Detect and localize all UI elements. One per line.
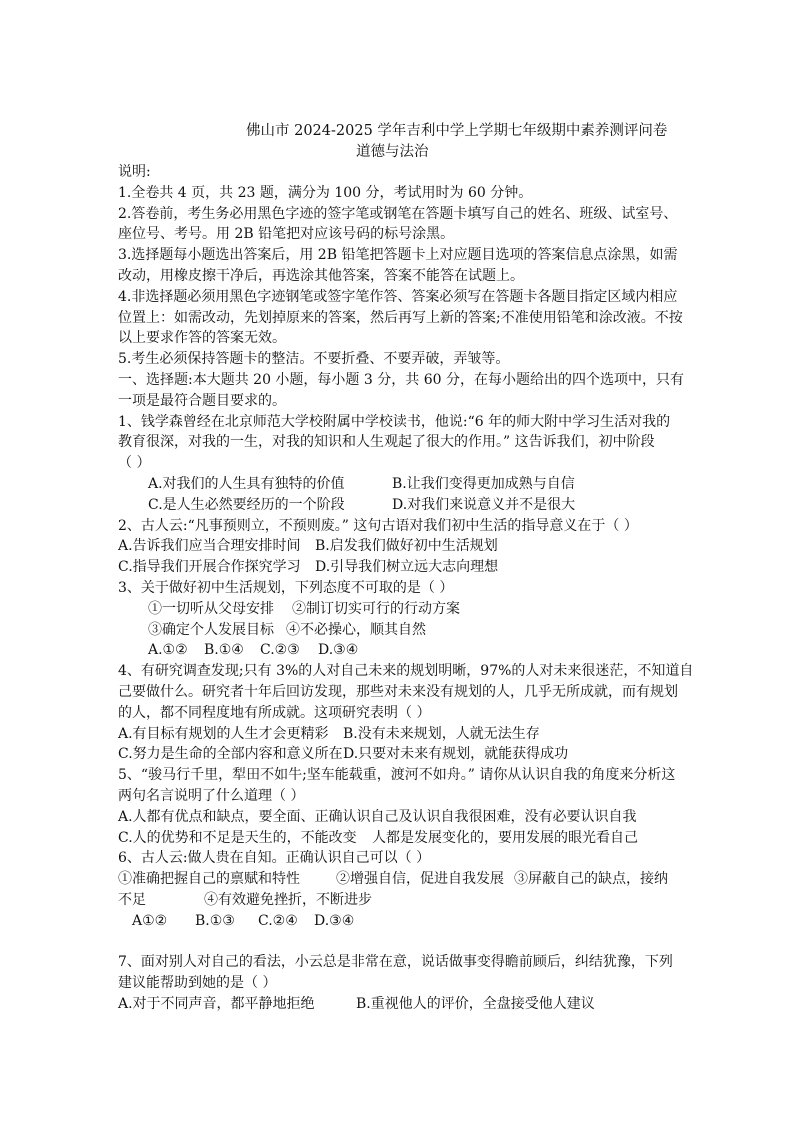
- question-4-stem: 4、有研究调查发现;只有 3%的人对自己未来的规划明晰，97%的人对未来很迷茫，不知道自: [118, 663, 694, 680]
- question-5-stem: 5、“骏马行千里，犁田不如牛;坚车能载重，渡河不如舟。” 请你从认识自我的角度来分析这: [118, 767, 676, 784]
- question-3-options-row: [118, 640, 680, 661]
- question-7-stem: 7、面对别人对自己的看法，小云总是非常在意，说话做事变得瞻前顾后，纠结犹豫，下列: [118, 954, 673, 971]
- item-3-continued: 不足: [118, 891, 146, 908]
- exam-body: [118, 162, 694, 1015]
- question-2-options-row: [118, 557, 680, 578]
- instruction-line: 3.选择题每小题选出答案后，用 2B 铅笔把答题卡上对应题目选项的答案信息点涂黑，如需: [118, 247, 678, 264]
- question-1-stem: （ ）: [118, 455, 151, 472]
- instruction-line: 2.答卷前，考生务必用黑色字迹的签字笔或钢笔在答题卡填写自己的姓名、班级、试室号、: [118, 205, 678, 222]
- question-6-options-row: [118, 911, 680, 932]
- option-a: A①②: [132, 912, 168, 929]
- question-1-stem: 教育很深，对我的一生，对我的知识和人生观起了很大的作用。” 这告诉我们，初中阶段: [118, 434, 655, 451]
- question-6-stem: 6、古人云:做人贵在自知。正确认识自己可以（ ）: [118, 850, 431, 867]
- option-b: B.重视他人的评价，全盘接受他人建议: [356, 995, 595, 1012]
- spacer: [118, 931, 680, 952]
- option-d: D.只要对未来有规划，就能获得成功: [343, 746, 569, 763]
- question-3-items-row: [118, 620, 680, 641]
- instructions-heading: 说明:: [118, 164, 151, 180]
- option-b: B.让我们变得更加成熟与自信: [392, 475, 575, 492]
- option-a: A.告诉我们应当合理安排时间: [118, 538, 301, 555]
- option-c: C.指导我们开展合作探究学习: [118, 559, 301, 576]
- instruction-line: 座位号、考号。用 2B 铅笔把对应该号码的标号涂黑。: [118, 226, 455, 243]
- option-d: D.引导我们树立远大志向理想: [315, 559, 499, 576]
- option-b: B.启发我们做好初中生活规划: [315, 538, 498, 555]
- instruction-line: 改动，用橡皮擦干净后，再选涂其他答案，答案不能答在试题上。: [118, 267, 524, 284]
- option-a: A.有目标有规划的人生才会更精彩: [118, 725, 329, 742]
- option-d: D.对我们来说意义并不是很大: [392, 496, 576, 513]
- instruction-line: 5.考生必须保持答题卡的整洁。不要折叠、不要弄破，弄皱等。: [118, 351, 510, 368]
- option-b: B.①④: [204, 642, 244, 659]
- question-4-stem: 的人，都不同程度地有所成就。这项研究表明（ ）: [118, 704, 431, 721]
- question-2-options-row: [118, 536, 680, 557]
- option-c: C.②④: [258, 912, 298, 929]
- question-1-options-row: [118, 495, 680, 516]
- item-1: ①准确把握自己的禀赋和特性: [118, 871, 300, 888]
- instruction-line: 以上要求作答的答案无效。: [118, 330, 286, 347]
- question-6-items-row: [118, 869, 680, 890]
- item-2: ②增强自信，促进自我发展: [336, 871, 504, 888]
- option-b: B.①③: [195, 912, 235, 929]
- item-4: ④有效避免挫折，不断进步: [204, 891, 372, 908]
- question-3-stem: 3、关于做好初中生活规划，下列态度不可取的是（ ）: [118, 579, 454, 596]
- question-6-items-row: [118, 890, 680, 911]
- question-7-options-row: [118, 994, 680, 1015]
- instruction-line: 1.全卷共 4 页，共 23 题，满分为 100 分，考试用时为 60 分钟。: [118, 184, 533, 201]
- question-3-items-row: [118, 599, 680, 620]
- question-1-options-row: [118, 474, 680, 495]
- section-heading: 一、选择题:本大题共 20 小题，每小题 3 分，共 60 分，在每小题给出的四个选项中，只有: [118, 371, 684, 388]
- option-b: B.没有未来规划，人就无法生存: [343, 725, 540, 742]
- question-2-stem: 2、古人云:“凡事预则立，不预则废。” 这句古语对我们初中生活的指导意义在于（ ）: [118, 517, 638, 534]
- item-3: ③屏蔽自己的缺点，接纳: [514, 871, 668, 888]
- question-1-stem: 1、钱学森曾经在北京师范大学校附属中学校读书，他说:“6 年的师大附中学习生活对我的: [118, 413, 671, 430]
- option-a: A.对我们的人生具有独特的价值: [148, 475, 345, 492]
- question-4-options-row: [118, 744, 680, 765]
- option-a: A.对于不同声音，都平静地拒绝: [118, 995, 315, 1012]
- option-c: C.②③: [260, 642, 300, 659]
- question-5-options-row: [118, 828, 680, 849]
- item-1: ①一切听从父母安排: [148, 600, 274, 617]
- option-d: D.③④: [314, 912, 355, 929]
- item-2: ②制订切实可行的行动方案: [292, 600, 460, 617]
- option-d: 人都是发展变化的，要用发展的眼光看自己: [372, 829, 638, 846]
- exam-title: 佛山市 2024-2025 学年吉利中学上学期七年级期中素养测评问卷: [246, 123, 668, 139]
- option-c: C.人的优势和不足是天生的，不能改变: [118, 829, 357, 846]
- item-3: ③确定个人发展目标: [148, 621, 274, 638]
- question-4-stem: 己要做什么。研究者十年后回访发现，那些对未来没有规划的人，几乎无所成就，而有规划: [118, 683, 678, 700]
- option-c: C.是人生必然要经历的一个阶段: [148, 496, 345, 513]
- question-4-options-row: [118, 724, 680, 745]
- exam-subject: 道德与法治: [356, 144, 429, 160]
- instruction-line: 4.非选择题必须用黑色字迹钢笔或签字笔作答、答案必须写在答题卡各题目指定区域内相应: [118, 288, 678, 305]
- question-5-stem: 两句名言说明了什么道理（ ）: [118, 787, 305, 804]
- option-c: C.努力是生命的全部内容和意义所在: [118, 746, 343, 763]
- option-a: A.人都有优点和缺点，要全面、正确认识自己及认识自我很困难，没有必要认识自我: [118, 808, 637, 825]
- option-d: D.③④: [318, 642, 359, 659]
- option-a: A.①②: [148, 642, 188, 659]
- question-7-stem: 建议能帮助到她的是（ ）: [118, 975, 277, 992]
- section-heading: 一项是最符合题目要求的。: [118, 392, 286, 409]
- item-4: ④不必操心，顺其自然: [286, 621, 426, 638]
- instruction-line: 位置上：如需改动，先划掉原来的答案，然后再写上新的答案;不准使用铅笔和涂改液。不按: [118, 309, 683, 326]
